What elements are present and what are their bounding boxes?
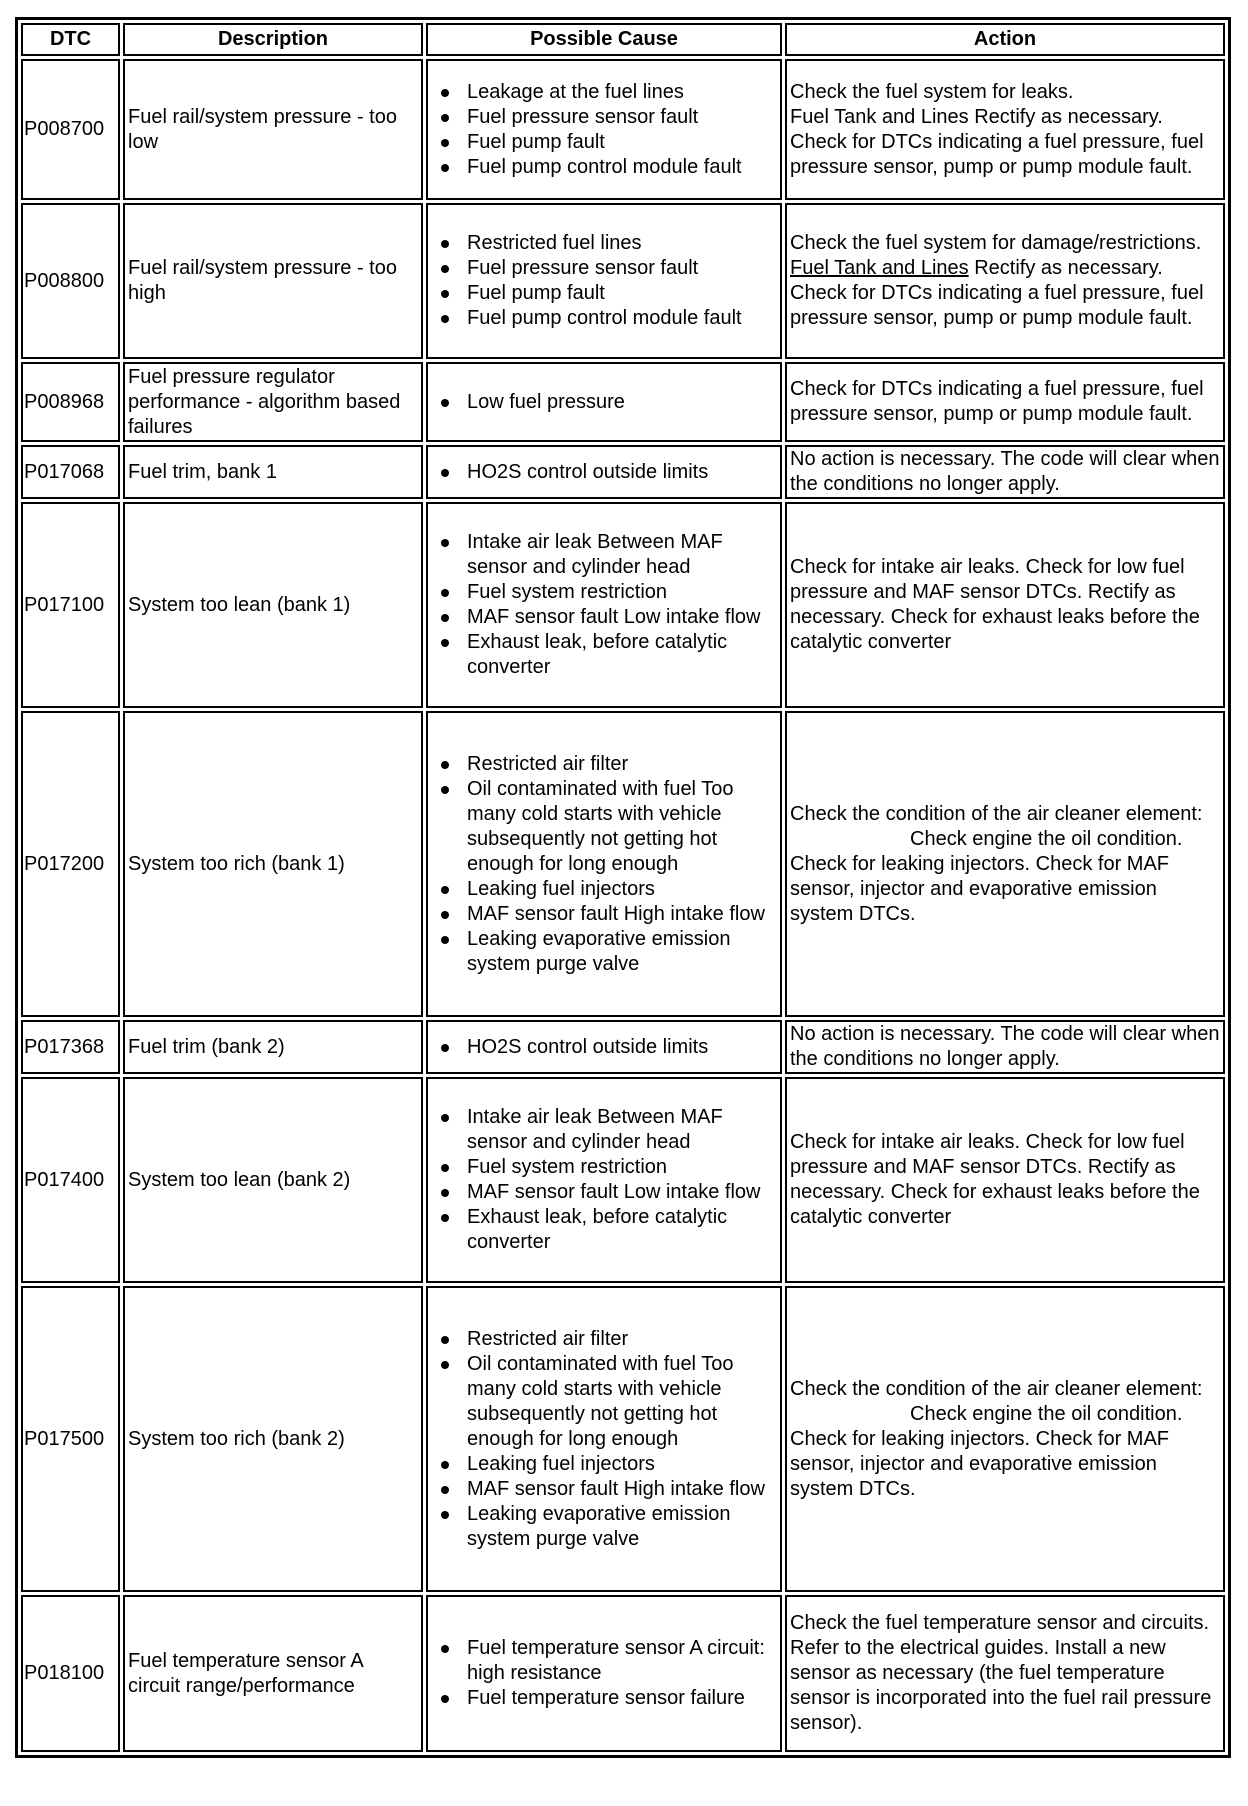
table-row (21, 203, 1225, 359)
cause-item: Fuel pressure sensor fault (467, 256, 777, 281)
table-row (21, 1077, 1225, 1283)
action-text: No action is necessary. The code will clear when the conditions no longer apply. (790, 1023, 1220, 1070)
description-cell: Fuel trim (bank 2) (123, 1020, 423, 1074)
cause-item: Oil contaminated with fuel Too many cold starts with vehicle subsequently not getting hot enough for long enough (467, 777, 777, 877)
cause-list (431, 80, 777, 180)
cause-item: Restricted air filter (467, 1327, 777, 1352)
action-text: Check for intake air leaks. Check for low fuel pressure and MAF sensor DTCs. Rectify as necessary. Check for exhaust leaks before the catalytic converter (790, 556, 1200, 653)
description-cell: System too lean (bank 2) (123, 1077, 423, 1283)
cause-list (431, 1327, 777, 1552)
cause-item: Intake air leak Between MAF sensor and cylinder head (467, 530, 777, 580)
cause-cell (426, 1020, 782, 1074)
cause-list (431, 752, 777, 977)
cause-item: Exhaust leak, before catalytic converter (467, 1205, 777, 1255)
action-text-post: Rectify as necessary. Check for DTCs indicating a fuel pressure, fuel pressure sensor, pump or pump module fault. (790, 105, 1204, 178)
cause-item: Exhaust leak, before catalytic converter (467, 630, 777, 680)
fuel-tank-and-lines-link[interactable]: Fuel Tank and Lines (790, 257, 969, 279)
table-row (21, 1595, 1225, 1752)
header-dtc: DTC (21, 23, 120, 56)
dtc-code: P017200 (21, 711, 120, 1017)
cause-cell (426, 203, 782, 359)
cause-item: Fuel system restriction (467, 580, 777, 605)
cause-item: Fuel pump control module fault (467, 155, 777, 180)
cause-item: HO2S control outside limits (467, 1035, 777, 1060)
cause-item: Restricted air filter (467, 752, 777, 777)
action-text-post: Check for leaking injectors. Check for MAF sensor, injector and evaporative emission system DTCs. (790, 852, 1170, 925)
cause-item: Fuel temperature sensor A circuit: high resistance (467, 1636, 777, 1686)
action-text: Check the fuel system for leaks. (790, 80, 1074, 103)
cause-list (431, 530, 777, 680)
cause-item: Fuel temperature sensor failure (467, 1686, 777, 1711)
action-text: No action is necessary. The code will clear when the conditions no longer apply. (790, 448, 1220, 495)
description-cell: Fuel pressure regulator performance - algorithm based failures (123, 362, 423, 442)
cause-item: Leakage at the fuel lines (467, 80, 777, 105)
cause-cell (426, 59, 782, 200)
action-indent-text: Check engine the oil condition. (910, 827, 1183, 850)
header-action: Action (785, 23, 1225, 56)
cause-cell (426, 1286, 782, 1592)
table-row (21, 362, 1225, 442)
table-row (21, 1286, 1225, 1592)
action-text: Check the fuel temperature sensor and circuits. Refer to the electrical guides. Install a new sensor as necessary (the fuel temperature sensor is incorporated into the fuel rail pressure sensor). (790, 1612, 1212, 1734)
dtc-code: P008968 (21, 362, 120, 442)
dtc-code: P008700 (21, 59, 120, 200)
dtc-code: P018100 (21, 1595, 120, 1752)
dtc-code: P017100 (21, 502, 120, 708)
cause-item: Leaking evaporative emission system purge valve (467, 1502, 777, 1552)
header-row (21, 23, 1225, 56)
cause-cell (426, 502, 782, 708)
cause-list (431, 460, 777, 485)
cause-item: Leaking fuel injectors (467, 877, 777, 902)
cause-item: Fuel pump fault (467, 281, 777, 306)
cause-cell (426, 445, 782, 499)
description-cell: System too rich (bank 1) (123, 711, 423, 1017)
cause-item: Restricted fuel lines (467, 231, 777, 256)
action-cell (785, 59, 1225, 200)
action-text: Check the condition of the air cleaner element: (790, 802, 1203, 825)
action-cell (785, 1595, 1225, 1752)
action-cell (785, 711, 1225, 1017)
cause-item: Fuel pump fault (467, 130, 777, 155)
cause-cell (426, 1077, 782, 1283)
cause-item: MAF sensor fault High intake flow (467, 902, 777, 927)
action-cell (785, 1286, 1225, 1592)
description-cell: Fuel rail/system pressure - too high (123, 203, 423, 359)
action-cell (785, 445, 1225, 499)
action-text: Check for intake air leaks. Check for low fuel pressure and MAF sensor DTCs. Rectify as necessary. Check for exhaust leaks before the catalytic converter (790, 1131, 1200, 1228)
cause-item: Fuel pump control module fault (467, 306, 777, 331)
dtc-code: P017400 (21, 1077, 120, 1283)
cause-item: HO2S control outside limits (467, 460, 777, 485)
cause-item: Intake air leak Between MAF sensor and cylinder head (467, 1105, 777, 1155)
action-text: Check the fuel system for damage/restrictions. (790, 232, 1202, 254)
description-cell: System too rich (bank 2) (123, 1286, 423, 1592)
table-row (21, 445, 1225, 499)
action-cell (785, 203, 1225, 359)
action-cell (785, 1077, 1225, 1283)
dtc-code: P017500 (21, 1286, 120, 1592)
action-text-post: Rectify as necessary. Check for DTCs indicating a fuel pressure, fuel pressure sensor, pump or pump module fault. (790, 257, 1204, 329)
cause-list (431, 1105, 777, 1255)
cause-cell (426, 711, 782, 1017)
action-indent-text: Check engine the oil condition. (910, 1402, 1183, 1425)
table-row (21, 59, 1225, 200)
cause-list (431, 1636, 777, 1711)
cause-item: Fuel pressure sensor fault (467, 105, 777, 130)
header-description: Description (123, 23, 423, 56)
dtc-code: P017368 (21, 1020, 120, 1074)
cause-list (431, 1035, 777, 1060)
action-reference: Fuel Tank and Lines (790, 105, 969, 128)
cause-item: MAF sensor fault High intake flow (467, 1477, 777, 1502)
header-cause: Possible Cause (426, 23, 782, 56)
cause-cell (426, 1595, 782, 1752)
table-row (21, 502, 1225, 708)
table-row (21, 711, 1225, 1017)
action-text: Check the condition of the air cleaner element: (790, 1377, 1203, 1400)
cause-list (431, 390, 777, 415)
cause-cell (426, 362, 782, 442)
cause-list (431, 231, 777, 331)
cause-item: MAF sensor fault Low intake flow (467, 1180, 777, 1205)
description-cell: Fuel rail/system pressure - too low (123, 59, 423, 200)
dtc-code: P017068 (21, 445, 120, 499)
action-text: Check for DTCs indicating a fuel pressure, fuel pressure sensor, pump or pump module fault. (790, 378, 1204, 425)
description-cell: Fuel trim, bank 1 (123, 445, 423, 499)
description-cell: Fuel temperature sensor A circuit range/performance (123, 1595, 423, 1752)
cause-item: MAF sensor fault Low intake flow (467, 605, 777, 630)
cause-item: Low fuel pressure (467, 390, 777, 415)
cause-item: Leaking evaporative emission system purge valve (467, 927, 777, 977)
action-text-post: Check for leaking injectors. Check for MAF sensor, injector and evaporative emission system DTCs. (790, 1427, 1170, 1500)
cause-item: Leaking fuel injectors (467, 1452, 777, 1477)
action-cell (785, 502, 1225, 708)
cause-item: Fuel system restriction (467, 1155, 777, 1180)
dtc-code: P008800 (21, 203, 120, 359)
table-row (21, 1020, 1225, 1074)
description-cell: System too lean (bank 1) (123, 502, 423, 708)
dtc-table (15, 17, 1231, 1758)
action-cell (785, 1020, 1225, 1074)
action-cell (785, 362, 1225, 442)
cause-item: Oil contaminated with fuel Too many cold starts with vehicle subsequently not getting hot enough for long enough (467, 1352, 777, 1452)
